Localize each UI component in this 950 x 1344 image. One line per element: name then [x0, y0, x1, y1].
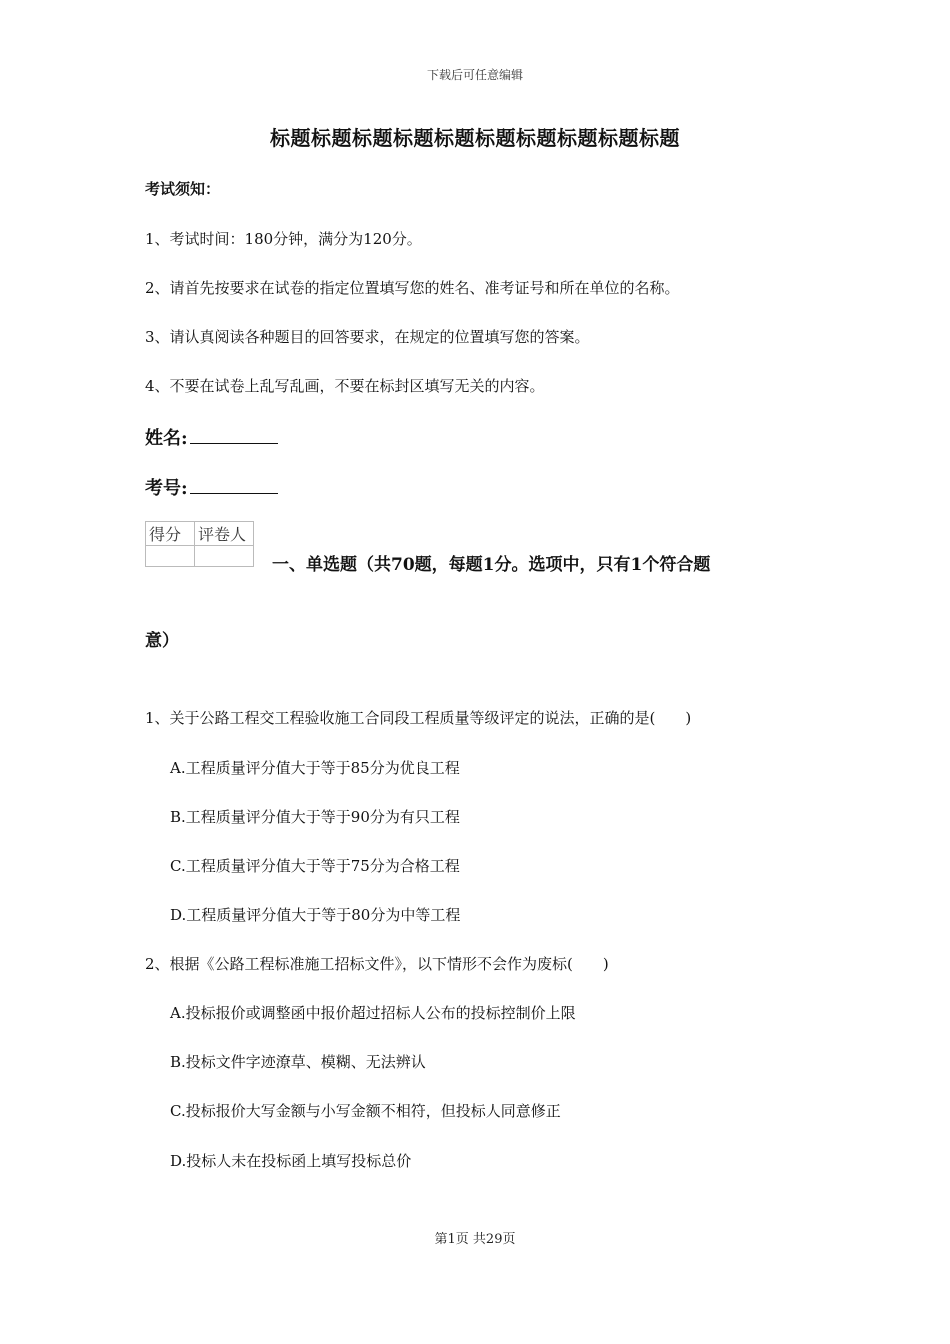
notice-rule-1: 1、考试时间：180分钟，满分为120分。 — [145, 230, 422, 248]
notice-rule-3: 3、请认真阅读各种题目的回答要求，在规定的位置填写您的答案。 — [145, 328, 590, 346]
section-heading-line1: 一、单选题（共70题，每题1分。选项中，只有1个符合题 — [272, 555, 711, 575]
score-header: 得分 — [146, 522, 195, 546]
section-heading-line2: 意） — [145, 631, 179, 651]
question-1: 1、关于公路工程交工程验收施工合同段工程质量等级评定的说法，正确的是( ) — [145, 709, 692, 727]
page-footer: 第1页 共29页 — [434, 1232, 516, 1247]
question-2-option-d: D.投标人未在投标函上填写投标总价 — [170, 1152, 412, 1170]
page-header-note: 下载后可任意编辑 — [426, 68, 523, 82]
notice-rule-2: 2、请首先按要求在试卷的指定位置填写您的姓名、准考证号和所在单位的名称。 — [145, 279, 680, 297]
question-2-option-b: B.投标文件字迹潦草、模糊、无法辨认 — [170, 1053, 426, 1071]
grader-cell[interactable] — [195, 546, 254, 567]
exam-id-label: 考号: — [145, 478, 188, 499]
exam-id-blank[interactable] — [190, 479, 278, 494]
question-2-option-c: C.投标报价大写金额与小写金额不相符，但投标人同意修正 — [170, 1102, 561, 1120]
question-1-option-d: D.工程质量评分值大于等于80分为中等工程 — [170, 906, 461, 924]
question-2: 2、根据《公路工程标准施工招标文件》，以下情形不会作为废标( ) — [145, 955, 609, 973]
score-table — [145, 521, 254, 567]
notice-rule-4: 4、不要在试卷上乱写乱画，不要在标封区填写无关的内容。 — [145, 377, 545, 395]
notice-heading: 考试须知： — [145, 180, 221, 198]
exam-id-field — [145, 474, 278, 500]
name-blank[interactable] — [190, 429, 278, 444]
question-1-option-a: A.工程质量评分值大于等于85分为优良工程 — [170, 759, 460, 777]
name-field — [145, 424, 278, 450]
question-1-option-b: B.工程质量评分值大于等于90分为有只工程 — [170, 808, 460, 826]
grader-header: 评卷人 — [195, 522, 254, 546]
question-2-option-a: A.投标报价或调整函中报价超过招标人公布的投标控制价上限 — [170, 1004, 576, 1022]
question-1-option-c: C.工程质量评分值大于等于75分为合格工程 — [170, 857, 460, 875]
name-label: 姓名: — [145, 428, 188, 449]
document-title: 标题标题标题标题标题标题标题标题标题标题 — [270, 126, 680, 150]
score-cell[interactable] — [146, 546, 195, 567]
